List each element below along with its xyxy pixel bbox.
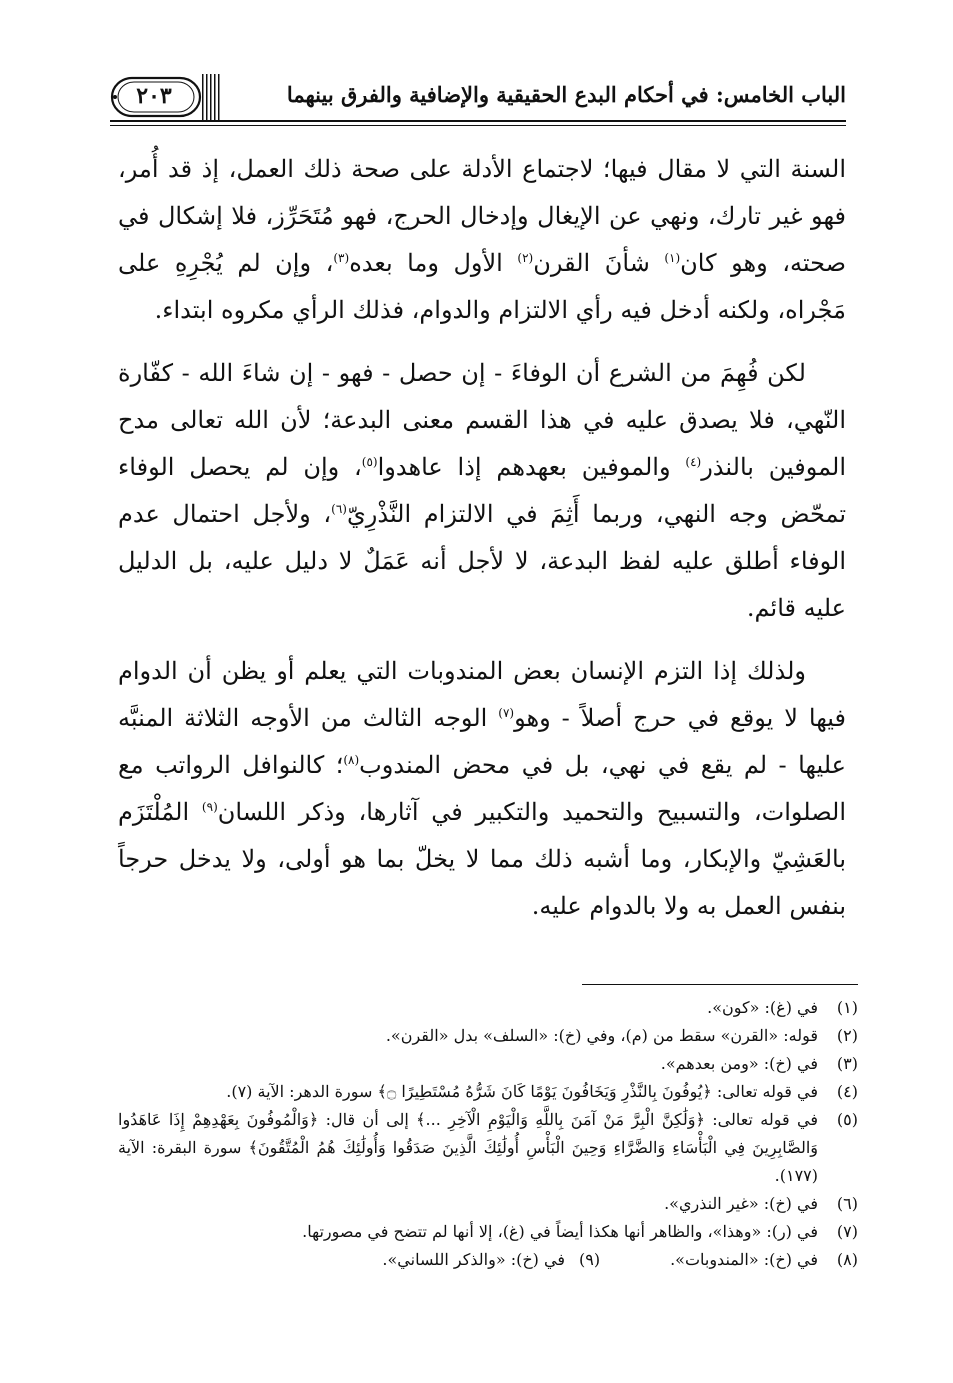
main-text — [118, 146, 846, 930]
footnote — [670, 1246, 858, 1274]
footnote-text: في (خ): «والذكر اللساني». — [382, 1250, 565, 1269]
footnote-reference: (٥) — [361, 455, 378, 469]
text-run: ، وإن لم يُجْرِهِ على مَجْراه، ولكنه أدخل فيه رأي الالتزام والدوام، فذلك الرأي مكروه ابتداء. — [118, 249, 846, 324]
footnote-reference: (٣) — [333, 251, 350, 265]
chapter-title: الباب الخامس: في أحكام البدع الحقيقية والإضافية والفرق بينهما — [286, 82, 846, 107]
footnote — [118, 1218, 858, 1246]
text-run: لكن فُهِمَ من الشرع أن الوفاءَ - إن حصل - فهو - إن شاءَ الله - كفّارة النّهي، فلا يصدق عليه في هذا القسم معنى البدعة؛ لأن الله تعالى مدح الموفين بالنذر — [118, 359, 846, 481]
footnote-reference: (٢) — [517, 251, 534, 265]
footnote-row — [118, 1246, 858, 1274]
text-run: السنة التي لا مقال فيها؛ لاجتماع الأدلة على صحة ذلك العمل، إذ قد أُمر، فهو غير تارك، ونهي عن الإيغال وإدخال الحرج، فهو مُتَحَرِّز، فلا إشكال في صحته، وهو كان — [118, 155, 846, 277]
footnote-reference: (٨) — [343, 753, 360, 767]
footnote-number: (١) — [836, 998, 858, 1017]
footnote-number: (٣) — [836, 1054, 858, 1073]
footnote-text: قوله: «القرن» سقط من (م)، وفي (خ): «السلف» بدل «القرن». — [385, 1026, 818, 1045]
footnote-divider — [582, 984, 858, 985]
footnote-text: في (ر): «وهذا»، والظاهر أنها هكذا أيضاً في (غ)، إلا أنها لم تتضح في مصورتها. — [302, 1222, 818, 1241]
footnote — [118, 1078, 858, 1106]
footnote-reference: (٤) — [685, 455, 702, 469]
footnote-number: (٢) — [836, 1026, 858, 1045]
footnote — [118, 994, 858, 1022]
text-run: الأول وما بعده — [349, 249, 518, 277]
text-run: والموفين بعهدهم إذا عاهدوا — [377, 453, 686, 481]
footnote-text: في (خ): «ومن بعدهم». — [660, 1054, 818, 1073]
text-run: الوجه الثالث من الأوجه الثلاثة المنبَّه عليها - لم يقع في نهي، بل في محض المندوب — [118, 704, 846, 779]
footnote-number: (٧) — [836, 1222, 858, 1241]
footnote-reference: (٩) — [201, 800, 218, 814]
page-number: ٢٠٣ — [136, 83, 172, 109]
footnote-reference: (١) — [664, 251, 681, 265]
footnotes — [118, 994, 858, 1274]
page-number-badge — [110, 74, 202, 120]
header-rule-thin — [110, 125, 846, 126]
footnote-number: (٦) — [836, 1194, 858, 1213]
text-run: ، وإن لم يحصل الوفاء تمحّض وجه النهي، وربما أَثِمَ في الالتزام النَّذْرِيّ — [118, 453, 846, 528]
footnote-text: في (خ): «المندوبات». — [670, 1250, 818, 1269]
footnote-text: في قوله تعالى: ﴿وَلَٰكِنَّ الْبِرَّ مَنْ آمَنَ بِاللَّهِ وَالْيَوْمِ الْآخِرِ ...﴾ إلى أن قال: ﴿وَالْمُوفُونَ بِعَهْدِهِمْ إِذَا عَاهَدُوا وَالصَّابِرِينَ فِي الْبَأْسَاءِ وَالضَّرَّاءِ وَحِينَ الْبَأْسِ أُولَٰئِكَ الَّذِينَ صَدَقُوا وَأُولَٰئِكَ هُمُ الْمُتَّقُونَ﴾ سورة البقرة: الآية (١٧٧). — [118, 1110, 818, 1185]
header-rule — [110, 120, 846, 122]
footnote — [118, 1190, 858, 1218]
footnote — [382, 1246, 600, 1274]
footnote-text: في قوله تعالى: ﴿يُوفُونَ بِالنَّذْرِ وَيَخَافُونَ يَوْمًا كَانَ شَرُّهُ مُسْتَطِيرًا ۝﴾ سورة الدهر: الآية (٧). — [226, 1082, 818, 1101]
footnote — [118, 1022, 858, 1050]
paragraph — [118, 146, 846, 334]
footnote-reference: (٧) — [498, 706, 515, 720]
paragraph — [118, 350, 846, 632]
footnote-text: في (خ): «غير النذري». — [664, 1194, 818, 1213]
text-run: المُلْتَزَم بالعَشِيّ والإبكار، وما أشبه ذلك مما لا يخلّ بما هو أولى، ولا يدخل حرجاً بنفس العمل به ولا بالدوام عليه. — [118, 798, 846, 920]
footnote-text: في (غ): «كون». — [707, 998, 818, 1017]
footnote-reference: (٦) — [331, 502, 347, 516]
footnote-number: (٨) — [836, 1250, 858, 1269]
footnote-number: (٩) — [578, 1250, 601, 1269]
page-header — [110, 66, 846, 130]
footnote-number: (٤) — [836, 1082, 858, 1101]
paragraph — [118, 648, 846, 930]
text-run: شأنَ القرن — [533, 249, 665, 277]
text-run: ؛ كالنوافل الرواتب مع الصلوات، والتسبيح والتحميد والتكبير في آثارها، وذكر اللسان — [118, 751, 846, 826]
header-ornament — [202, 74, 222, 120]
footnote-number: (٥) — [836, 1110, 858, 1129]
text-run: ، ولأجل احتمال عدم الوفاء أطلق عليه لفظ البدعة، لا لأجل أنه عَمَلٌ لا دليل عليه، بل الدليل عليه قائم. — [118, 500, 846, 622]
text-run: ولذلك إذا التزم الإنسان بعض المندوبات التي يعلم أو يظن أن الدوام فيها لا يوقع في حرج أصلاً - وهو — [118, 657, 847, 732]
footnote — [118, 1050, 858, 1078]
footnote — [118, 1106, 858, 1190]
